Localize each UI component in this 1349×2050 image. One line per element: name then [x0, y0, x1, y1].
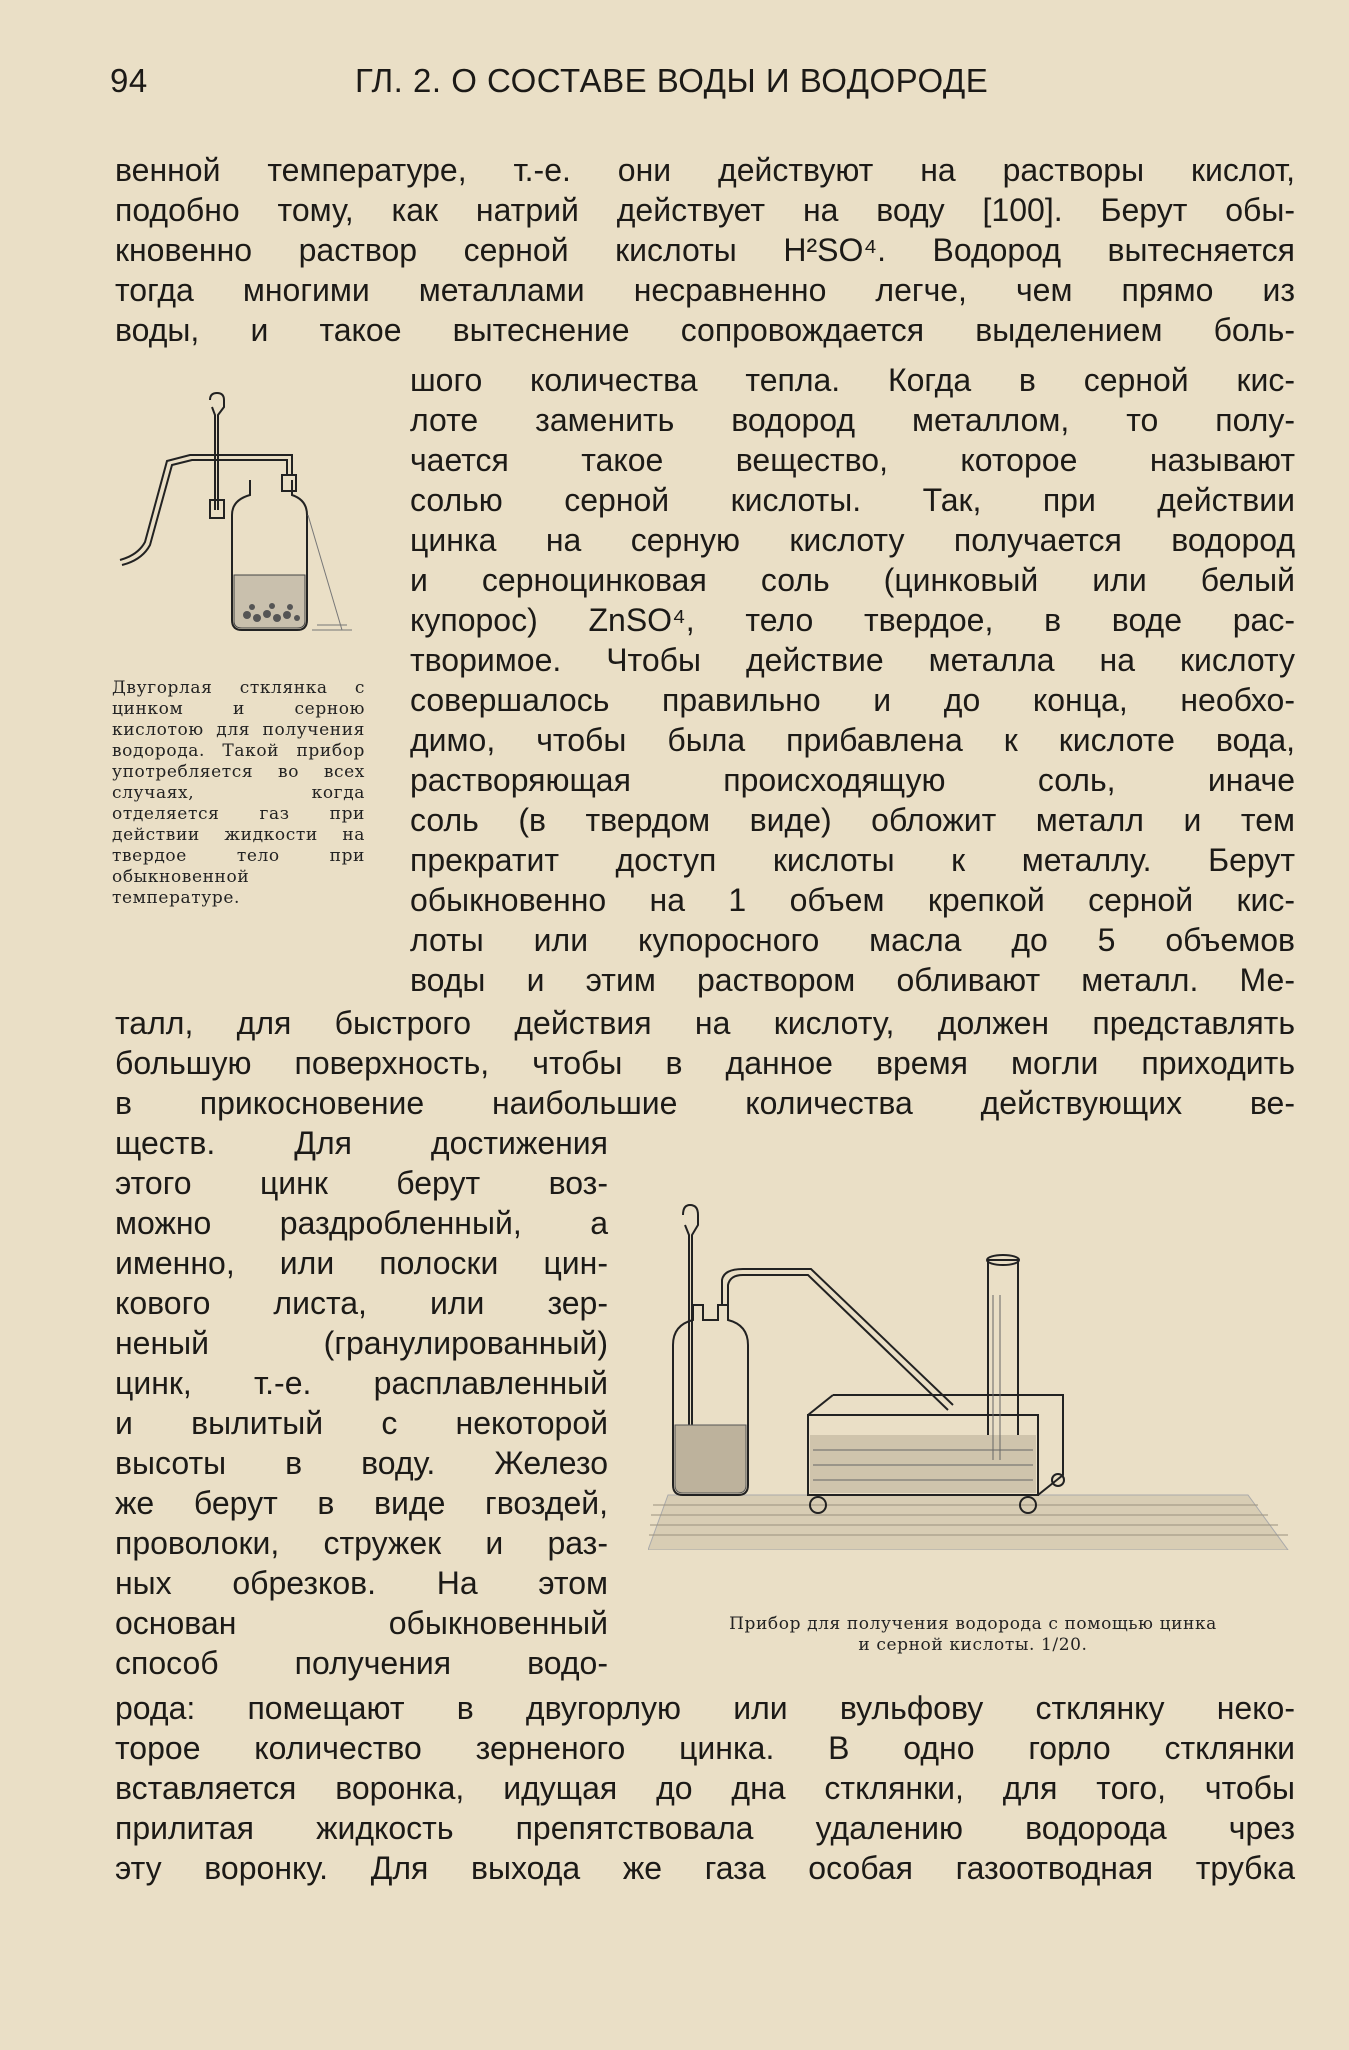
two-neck-flask-illustration: [112, 385, 362, 655]
text-line: обыкновенно на 1 объем крепкой серной кис-: [410, 882, 1295, 918]
text-line: именно, или полоски цин-: [115, 1245, 608, 1281]
text-line: талл, для быстрого действия на кислоту, должен представлять: [115, 1005, 1295, 1041]
text-line: венной температуре, т.-е. они действуют на растворы кислот,: [115, 152, 1295, 188]
text-line: кновенно раствор серной кислоты H²SO⁴. Водород вытесняется: [115, 232, 1295, 268]
text-line: можно раздробленный, а: [115, 1205, 608, 1241]
text-line: же берут в виде гвоздей,: [115, 1485, 608, 1521]
figure2-caption-line2: и серной кислоты. 1/20.: [858, 1635, 1088, 1655]
text-line: прилитая жидкость препятствовала удалению водорода чрез: [115, 1810, 1295, 1846]
text-line: лоты или купоросного масла до 5 объемов: [410, 922, 1295, 958]
text-line: способ получения водо-: [115, 1645, 608, 1681]
text-line: воды и этим раствором обливают металл. Ме-: [410, 962, 1295, 998]
figure1-caption: Двугорлая стклянка с цинком и серною кислотою для получения водорода. Такой прибор употребляется во всех случаях, когда отделяется газ при действии жидкости на твердое тело при обыкновенной температуре.: [112, 678, 365, 908]
text-line: воды, и такое вытеснение сопровождается выделением боль-: [115, 312, 1295, 348]
text-line: цинка на серную кислоту получается водород: [410, 522, 1295, 558]
text-line: чается такое вещество, которое называют: [410, 442, 1295, 478]
text-line: в прикосновение наибольшие количества действующих ве-: [115, 1085, 1295, 1121]
text-line: кового листа, или зер-: [115, 1285, 608, 1321]
text-line: эту воронку. Для выхода же газа особая газоотводная трубка: [115, 1850, 1295, 1886]
text-line: ществ. Для достижения: [115, 1125, 608, 1161]
text-line: и серноцинковая соль (цинковый или белый: [410, 562, 1295, 598]
text-line: димо, чтобы была прибавлена к кислоте вода,: [410, 722, 1295, 758]
text-line: этого цинк берут воз-: [115, 1165, 608, 1201]
text-line: тогда многими металлами несравненно легче, чем прямо из: [115, 272, 1295, 308]
figure2-caption-line1: Прибор для получения водорода с помощью цинка: [729, 1614, 1217, 1634]
figure2-caption: [648, 1614, 1298, 1656]
text-line: большую поверхность, чтобы в данное время могли приходить: [115, 1045, 1295, 1081]
running-title: ГЛ. 2. О СОСТАВЕ ВОДЫ И ВОДОРОДЕ: [355, 62, 989, 99]
text-line: ных обрезков. На этом: [115, 1565, 608, 1601]
text-line: торое количество зерненого цинка. В одно горло стклянки: [115, 1730, 1295, 1766]
text-line: шого количества тепла. Когда в серной кис-: [410, 362, 1295, 398]
text-line: купорос) ZnSO⁴, тело твердое, в воде рас-: [410, 602, 1295, 638]
text-line: вставляется воронка, идущая до дна стклянки, для того, чтобы: [115, 1770, 1295, 1806]
text-line: неный (гранулированный): [115, 1325, 608, 1361]
text-line: рода: помещают в двугорлую или вульфову стклянку неко-: [115, 1690, 1295, 1726]
text-line: и вылитый с некоторой: [115, 1405, 608, 1441]
page-number: 94: [110, 62, 148, 99]
text-line: лоте заменить водород металлом, то полу-: [410, 402, 1295, 438]
text-line: высоты в воду. Железо: [115, 1445, 608, 1481]
text-line: соль (в твердом виде) обложит металл и тем: [410, 802, 1295, 838]
page-header: [110, 62, 1290, 112]
text-line: растворяющая происходящую соль, иначе: [410, 762, 1295, 798]
hydrogen-apparatus-illustration: [648, 1195, 1298, 1550]
text-line: совершалось правильно и до конца, необхо-: [410, 682, 1295, 718]
text-line: солью серной кислоты. Так, при действии: [410, 482, 1295, 518]
text-line: прекратит доступ кислоты к металлу. Берут: [410, 842, 1295, 878]
text-line: творимое. Чтобы действие металла на кислоту: [410, 642, 1295, 678]
text-line: подобно тому, как натрий действует на воду [100]. Берут обы-: [115, 192, 1295, 228]
text-line: проволоки, стружек и раз-: [115, 1525, 608, 1561]
text-line: цинк, т.-е. расплавленный: [115, 1365, 608, 1401]
text-line: основан обыкновенный: [115, 1605, 608, 1641]
